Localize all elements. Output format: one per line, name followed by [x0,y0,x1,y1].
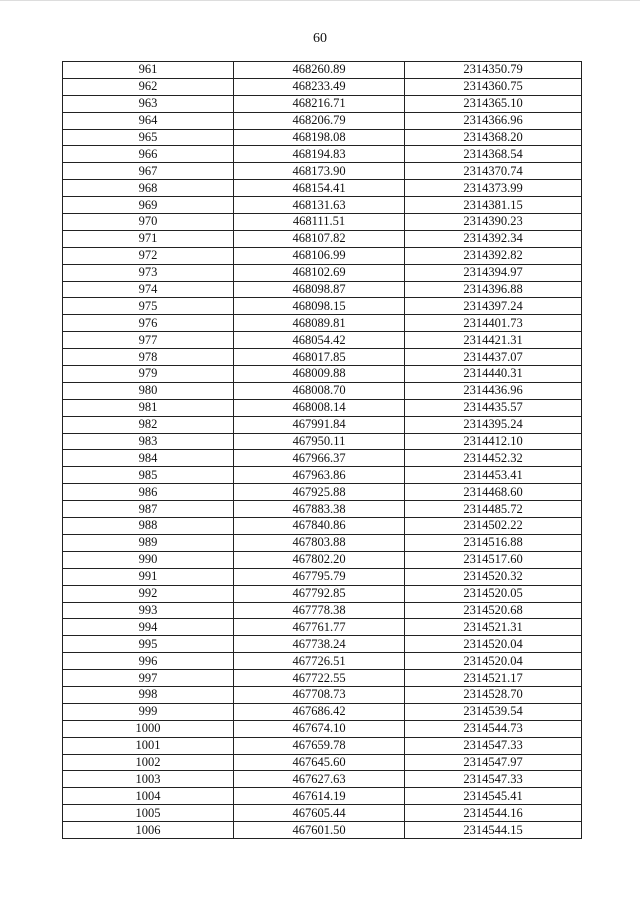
y-coordinate-cell: 2314435.57 [405,399,582,416]
x-coordinate-cell: 468054.42 [234,332,405,349]
table-row [63,163,582,180]
y-coordinate-cell: 2314365.10 [405,95,582,112]
table-row [63,686,582,703]
point-number-cell: 991 [63,568,234,585]
x-coordinate-cell: 467925.88 [234,484,405,501]
y-coordinate-cell: 2314392.82 [405,247,582,264]
x-coordinate-cell: 468206.79 [234,112,405,129]
x-coordinate-cell: 467803.88 [234,534,405,551]
y-coordinate-cell: 2314520.32 [405,568,582,585]
x-coordinate-cell: 467686.42 [234,703,405,720]
point-number-cell: 1000 [63,720,234,737]
x-coordinate-cell: 468009.88 [234,366,405,383]
y-coordinate-cell: 2314440.31 [405,366,582,383]
table-row [63,619,582,636]
y-coordinate-cell: 2314547.97 [405,754,582,771]
table-row [63,349,582,366]
y-coordinate-cell: 2314436.96 [405,382,582,399]
table-row [63,771,582,788]
y-coordinate-cell: 2314521.17 [405,670,582,687]
table-row [63,484,582,501]
x-coordinate-cell: 467761.77 [234,619,405,636]
x-coordinate-cell: 468107.82 [234,230,405,247]
point-number-cell: 976 [63,315,234,332]
point-number-cell: 987 [63,501,234,518]
table-row [63,112,582,129]
point-number-cell: 981 [63,399,234,416]
x-coordinate-cell: 468111.51 [234,214,405,231]
y-coordinate-cell: 2314520.05 [405,585,582,602]
x-coordinate-cell: 468131.63 [234,197,405,214]
point-number-cell: 989 [63,534,234,551]
x-coordinate-cell: 468008.70 [234,382,405,399]
point-number-cell: 990 [63,551,234,568]
y-coordinate-cell: 2314453.41 [405,467,582,484]
table-row [63,568,582,585]
y-coordinate-cell: 2314395.24 [405,416,582,433]
y-coordinate-cell: 2314397.24 [405,298,582,315]
point-number-cell: 974 [63,281,234,298]
x-coordinate-cell: 467963.86 [234,467,405,484]
y-coordinate-cell: 2314452.32 [405,450,582,467]
point-number-cell: 997 [63,670,234,687]
table-row [63,247,582,264]
table-row [63,551,582,568]
point-number-cell: 984 [63,450,234,467]
table-row [63,298,582,315]
x-coordinate-cell: 468154.41 [234,180,405,197]
x-coordinate-cell: 467840.86 [234,518,405,535]
y-coordinate-cell: 2314381.15 [405,197,582,214]
table-row [63,805,582,822]
y-coordinate-cell: 2314520.68 [405,602,582,619]
table-row [63,754,582,771]
page-number: 60 [313,31,327,46]
point-number-cell: 985 [63,467,234,484]
table-row [63,399,582,416]
point-number-cell: 977 [63,332,234,349]
table-row [63,433,582,450]
y-coordinate-cell: 2314544.73 [405,720,582,737]
table-row [63,95,582,112]
y-coordinate-cell: 2314373.99 [405,180,582,197]
point-number-cell: 998 [63,686,234,703]
coordinates-table-body [63,62,582,839]
y-coordinate-cell: 2314468.60 [405,484,582,501]
y-coordinate-cell: 2314401.73 [405,315,582,332]
point-number-cell: 969 [63,197,234,214]
point-number-cell: 965 [63,129,234,146]
x-coordinate-cell: 468216.71 [234,95,405,112]
x-coordinate-cell: 468098.15 [234,298,405,315]
table-row [63,230,582,247]
table-row [63,197,582,214]
x-coordinate-cell: 467627.63 [234,771,405,788]
point-number-cell: 967 [63,163,234,180]
point-number-cell: 968 [63,180,234,197]
y-coordinate-cell: 2314350.79 [405,62,582,79]
point-number-cell: 992 [63,585,234,602]
table-row [63,585,582,602]
y-coordinate-cell: 2314368.54 [405,146,582,163]
y-coordinate-cell: 2314547.33 [405,737,582,754]
table-row [63,146,582,163]
table-row [63,281,582,298]
point-number-cell: 1001 [63,737,234,754]
point-number-cell: 1005 [63,805,234,822]
x-coordinate-cell: 468198.08 [234,129,405,146]
table-row [63,450,582,467]
y-coordinate-cell: 2314392.34 [405,230,582,247]
point-number-cell: 980 [63,382,234,399]
y-coordinate-cell: 2314544.15 [405,822,582,839]
point-number-cell: 994 [63,619,234,636]
point-number-cell: 979 [63,366,234,383]
point-number-cell: 964 [63,112,234,129]
x-coordinate-cell: 467738.24 [234,636,405,653]
coordinates-table [62,61,582,839]
table-row [63,501,582,518]
table-row [63,518,582,535]
table-row [63,636,582,653]
x-coordinate-cell: 468008.14 [234,399,405,416]
table-row [63,416,582,433]
point-number-cell: 999 [63,703,234,720]
table-row [63,467,582,484]
x-coordinate-cell: 468106.99 [234,247,405,264]
table-row [63,788,582,805]
y-coordinate-cell: 2314437.07 [405,349,582,366]
x-coordinate-cell: 467991.84 [234,416,405,433]
point-number-cell: 975 [63,298,234,315]
point-number-cell: 1002 [63,754,234,771]
page-top-edge [0,0,640,1]
y-coordinate-cell: 2314517.60 [405,551,582,568]
point-number-cell: 1004 [63,788,234,805]
y-coordinate-cell: 2314539.54 [405,703,582,720]
y-coordinate-cell: 2314521.31 [405,619,582,636]
y-coordinate-cell: 2314502.22 [405,518,582,535]
x-coordinate-cell: 468098.87 [234,281,405,298]
table-row [63,822,582,839]
table-row [63,62,582,79]
y-coordinate-cell: 2314520.04 [405,636,582,653]
y-coordinate-cell: 2314368.20 [405,129,582,146]
x-coordinate-cell: 467601.50 [234,822,405,839]
x-coordinate-cell: 467674.10 [234,720,405,737]
y-coordinate-cell: 2314370.74 [405,163,582,180]
point-number-cell: 1006 [63,822,234,839]
table-row [63,332,582,349]
point-number-cell: 962 [63,78,234,95]
x-coordinate-cell: 467659.78 [234,737,405,754]
point-number-cell: 971 [63,230,234,247]
x-coordinate-cell: 468260.89 [234,62,405,79]
x-coordinate-cell: 467883.38 [234,501,405,518]
x-coordinate-cell: 468089.81 [234,315,405,332]
point-number-cell: 978 [63,349,234,366]
x-coordinate-cell: 467614.19 [234,788,405,805]
table-row [63,653,582,670]
point-number-cell: 966 [63,146,234,163]
y-coordinate-cell: 2314394.97 [405,264,582,281]
point-number-cell: 983 [63,433,234,450]
point-number-cell: 973 [63,264,234,281]
x-coordinate-cell: 468017.85 [234,349,405,366]
point-number-cell: 1003 [63,771,234,788]
point-number-cell: 963 [63,95,234,112]
y-coordinate-cell: 2314390.23 [405,214,582,231]
table-row [63,703,582,720]
y-coordinate-cell: 2314544.16 [405,805,582,822]
point-number-cell: 970 [63,214,234,231]
table-row [63,366,582,383]
x-coordinate-cell: 467795.79 [234,568,405,585]
table-row [63,129,582,146]
x-coordinate-cell: 467726.51 [234,653,405,670]
x-coordinate-cell: 468194.83 [234,146,405,163]
table-row [63,602,582,619]
point-number-cell: 988 [63,518,234,535]
point-number-cell: 995 [63,636,234,653]
x-coordinate-cell: 468173.90 [234,163,405,180]
x-coordinate-cell: 467778.38 [234,602,405,619]
x-coordinate-cell: 468102.69 [234,264,405,281]
y-coordinate-cell: 2314421.31 [405,332,582,349]
table-row [63,737,582,754]
table-row [63,382,582,399]
point-number-cell: 972 [63,247,234,264]
x-coordinate-cell: 467792.85 [234,585,405,602]
x-coordinate-cell: 468233.49 [234,78,405,95]
x-coordinate-cell: 467645.60 [234,754,405,771]
table-row [63,78,582,95]
x-coordinate-cell: 467966.37 [234,450,405,467]
table-row [63,264,582,281]
y-coordinate-cell: 2314360.75 [405,78,582,95]
point-number-cell: 986 [63,484,234,501]
y-coordinate-cell: 2314545.41 [405,788,582,805]
table-row [63,534,582,551]
point-number-cell: 982 [63,416,234,433]
x-coordinate-cell: 467605.44 [234,805,405,822]
y-coordinate-cell: 2314412.10 [405,433,582,450]
point-number-cell: 996 [63,653,234,670]
y-coordinate-cell: 2314516.88 [405,534,582,551]
y-coordinate-cell: 2314485.72 [405,501,582,518]
x-coordinate-cell: 467950.11 [234,433,405,450]
x-coordinate-cell: 467708.73 [234,686,405,703]
table-row [63,315,582,332]
table-row [63,720,582,737]
y-coordinate-cell: 2314547.33 [405,771,582,788]
point-number-cell: 961 [63,62,234,79]
y-coordinate-cell: 2314528.70 [405,686,582,703]
y-coordinate-cell: 2314520.04 [405,653,582,670]
table-row [63,214,582,231]
table-row [63,670,582,687]
x-coordinate-cell: 467722.55 [234,670,405,687]
table-row [63,180,582,197]
y-coordinate-cell: 2314396.88 [405,281,582,298]
point-number-cell: 993 [63,602,234,619]
y-coordinate-cell: 2314366.96 [405,112,582,129]
x-coordinate-cell: 467802.20 [234,551,405,568]
